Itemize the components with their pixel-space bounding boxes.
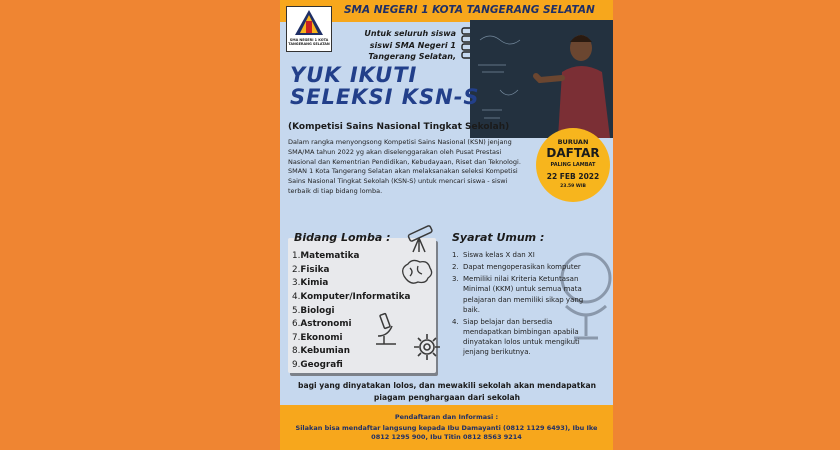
microscope-icon [372,312,400,346]
footer-contact: Silakan bisa mendaftar langsung kepada Ibu Damayanti (0812 1129 6493), Ibu Ike 0812 1295 900, Ibu Titin 0812 8563 9214 [295,424,598,442]
logo-icon [287,7,331,39]
list-item: 3.Kimia [292,278,329,289]
lomba-title: Bidang Lomba : [294,231,391,244]
list-item: 8.Kebumian [292,346,350,357]
syarat-list [452,250,600,359]
subtitle: (Kompetisi Sains Nasional Tingkat Sekolah) [288,122,510,132]
list-item: 3. Memiliki nilai Kriteria Ketuntasan Minimal (KKM) untuk semua mata pelajaran dan memiliki sikap yang baik. [452,275,584,314]
gear-icon [412,332,442,362]
list-item: 1. Siswa kelas X dan XI [452,251,535,259]
school-logo [286,6,332,52]
main-title [290,64,480,109]
badge-line-1: BURUAN [557,138,589,146]
badge-line-3: PALING LAMBAT [550,162,596,168]
list-item: 4. Siap belajar dan bersedia mendapatkan bimbingan apabila dinyatakan lolos untuk mengikuti jenjang berikutnya. [452,317,580,357]
badge-line-2: DAFTAR [546,146,600,160]
deadline-badge [536,128,610,202]
badge-time: 23.59 WIB [560,184,586,189]
list-item: 2. Dapat mengoperasikan komputer [452,263,581,272]
list-item: 9.Geografi [292,360,343,370]
syarat-title: Syarat Umum : [452,231,545,244]
closing-text: bagi yang dinyatakan lolos, dan mewakili sekolah akan mendapatkan piagam penghargaan dari sekolah [298,381,596,402]
list-item: 5.Biologi [292,305,335,316]
description: Dalam rangka menyongsong Kompetisi Sains Nasional (KSN) jenjang SMA/MA tahun 2022 yg akan diselenggarakan oleh Pusat Prestasi Nasional dan Kementrian Pendidikan, Kebudayaan, Riset dan Teknologi. SMAN 1 Kota Tangerang Selatan akan melaksanakan seleksi Kompetisi Sains Nasional Tingkat Sekolah (KSN-S) untuk mencari siswa - siswi terbaik di tiap bidang lomba. [288,138,521,195]
school-name: SMA NEGERI 1 KOTA TANGERANG SELATAN [344,4,595,16]
list-item: 2.Fisika [292,264,330,275]
intro-text: Untuk seluruh siswa siswi SMA Negeri 1 Tangerang Selatan, [364,29,456,62]
brain-icon [398,258,434,288]
list-item: 6.Astronomi [292,319,352,330]
list-item: 4.Komputer/Informatika [292,291,411,302]
list-item: 1.Matematika [292,251,360,261]
list-item: 7.Ekonomi [292,332,343,343]
title-line-1: YUK IKUTI [290,63,418,87]
logo-caption: SMA NEGERI 1 KOTA TANGERANG SELATAN [288,38,330,46]
title-line-2: SELEKSI KSN-S [290,85,480,110]
poster [280,0,613,450]
footer-heading: Pendaftaran dan Informasi : [394,413,499,421]
badge-date: 22 FEB 2022 [546,172,600,181]
teacher-photo [470,20,613,138]
footer-bar [280,405,613,450]
chalkboard-photo [470,20,613,138]
